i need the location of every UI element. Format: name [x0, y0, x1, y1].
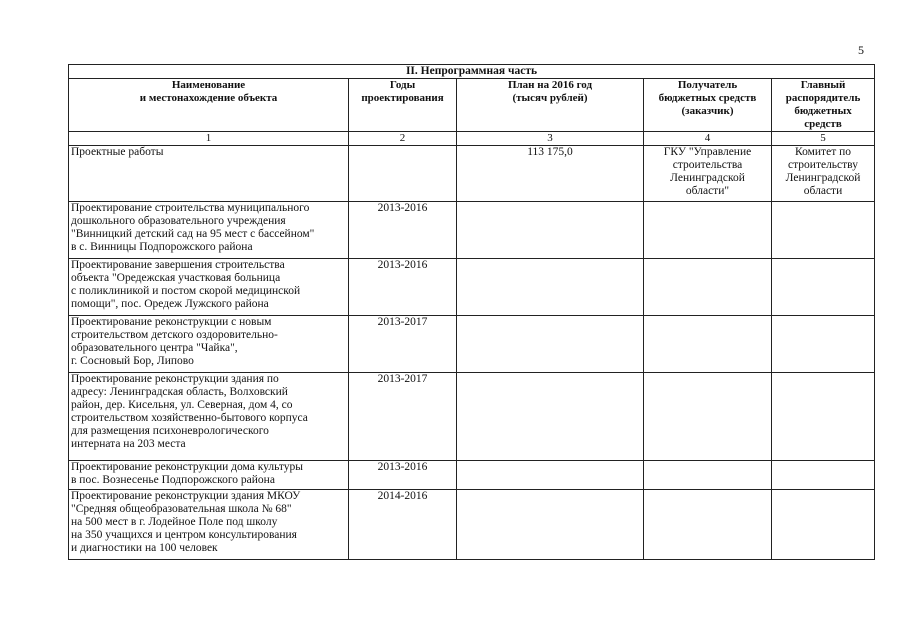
design-years: 2013-2017 — [349, 373, 457, 461]
design-years: 2014-2016 — [349, 490, 457, 560]
design-years: 2013-2016 — [349, 461, 457, 490]
column-number: 3 — [457, 132, 644, 146]
header-plan: План на 2016 год (тысяч рублей) — [457, 79, 644, 132]
table-row — [69, 316, 875, 373]
object-name: Проектирование реконструкции здания МКОУ "Средняя общеобразовательная школа № 68" на 500 мест в г. Лодейное Поле под школу на 350 учащихся и центром консультирования и диагностики на 100 человек — [69, 490, 349, 560]
plan-cell — [457, 316, 644, 373]
recipient-cell — [644, 202, 772, 259]
column-number: 2 — [349, 132, 457, 146]
plan-cell — [457, 373, 644, 461]
column-number: 1 — [69, 132, 349, 146]
header-manager: Главный распорядитель бюджетных средств — [772, 79, 875, 132]
summary-name: Проектные работы — [69, 146, 349, 202]
object-name: Проектирование реконструкции дома культуры в пос. Вознесенье Подпорожского района — [69, 461, 349, 490]
object-name: Проектирование строительства муниципального дошкольного образовательного учреждения "Винницкий детский сад на 95 мест с бассейном" в с. Винницы Подпорожского района — [69, 202, 349, 259]
header-recipient: Получатель бюджетных средств (заказчик) — [644, 79, 772, 132]
design-years: 2013-2017 — [349, 316, 457, 373]
budget-table — [68, 64, 875, 560]
manager-cell — [772, 259, 875, 316]
manager-cell — [772, 490, 875, 560]
header-row — [69, 79, 875, 132]
table-row — [69, 202, 875, 259]
design-years: 2013-2016 — [349, 259, 457, 316]
table-row — [69, 373, 875, 461]
summary-recipient: ГКУ "Управление строительства Ленинградской области" — [644, 146, 772, 202]
column-number-row — [69, 132, 875, 146]
object-name: Проектирование реконструкции с новым строительством детского оздоровительно- образовательного центра "Чайка", г. Сосновый Бор, Липово — [69, 316, 349, 373]
recipient-cell — [644, 490, 772, 560]
section-title-row — [69, 65, 875, 79]
plan-cell — [457, 259, 644, 316]
manager-cell — [772, 461, 875, 490]
page-number: 5 — [858, 43, 864, 57]
object-name: Проектирование реконструкции здания по адресу: Ленинградская область, Волховский район, дер. Кисельня, ул. Северная, дом 4, со строительством хозяйственно-бытового корпуса для размещения психоневрологического интерната на 203 места — [69, 373, 349, 461]
header-name: Наименование и местонахождение объекта — [69, 79, 349, 132]
summary-years — [349, 146, 457, 202]
column-number: 5 — [772, 132, 875, 146]
table-row — [69, 461, 875, 490]
summary-row — [69, 146, 875, 202]
summary-plan: 113 175,0 — [457, 146, 644, 202]
plan-cell — [457, 490, 644, 560]
manager-cell — [772, 202, 875, 259]
manager-cell — [772, 316, 875, 373]
recipient-cell — [644, 373, 772, 461]
header-years: Годы проектирования — [349, 79, 457, 132]
recipient-cell — [644, 259, 772, 316]
summary-manager: Комитет по строительству Ленинградской области — [772, 146, 875, 202]
plan-cell — [457, 461, 644, 490]
table-row — [69, 490, 875, 560]
recipient-cell — [644, 316, 772, 373]
plan-cell — [457, 202, 644, 259]
manager-cell — [772, 373, 875, 461]
table-row — [69, 259, 875, 316]
section-title: II. Непрограммная часть — [69, 65, 875, 79]
design-years: 2013-2016 — [349, 202, 457, 259]
column-number: 4 — [644, 132, 772, 146]
object-name: Проектирование завершения строительства объекта "Оредежская участковая больница с поликлиникой и постом скорой медицинской помощи", пос. Оредеж Лужского района — [69, 259, 349, 316]
recipient-cell — [644, 461, 772, 490]
